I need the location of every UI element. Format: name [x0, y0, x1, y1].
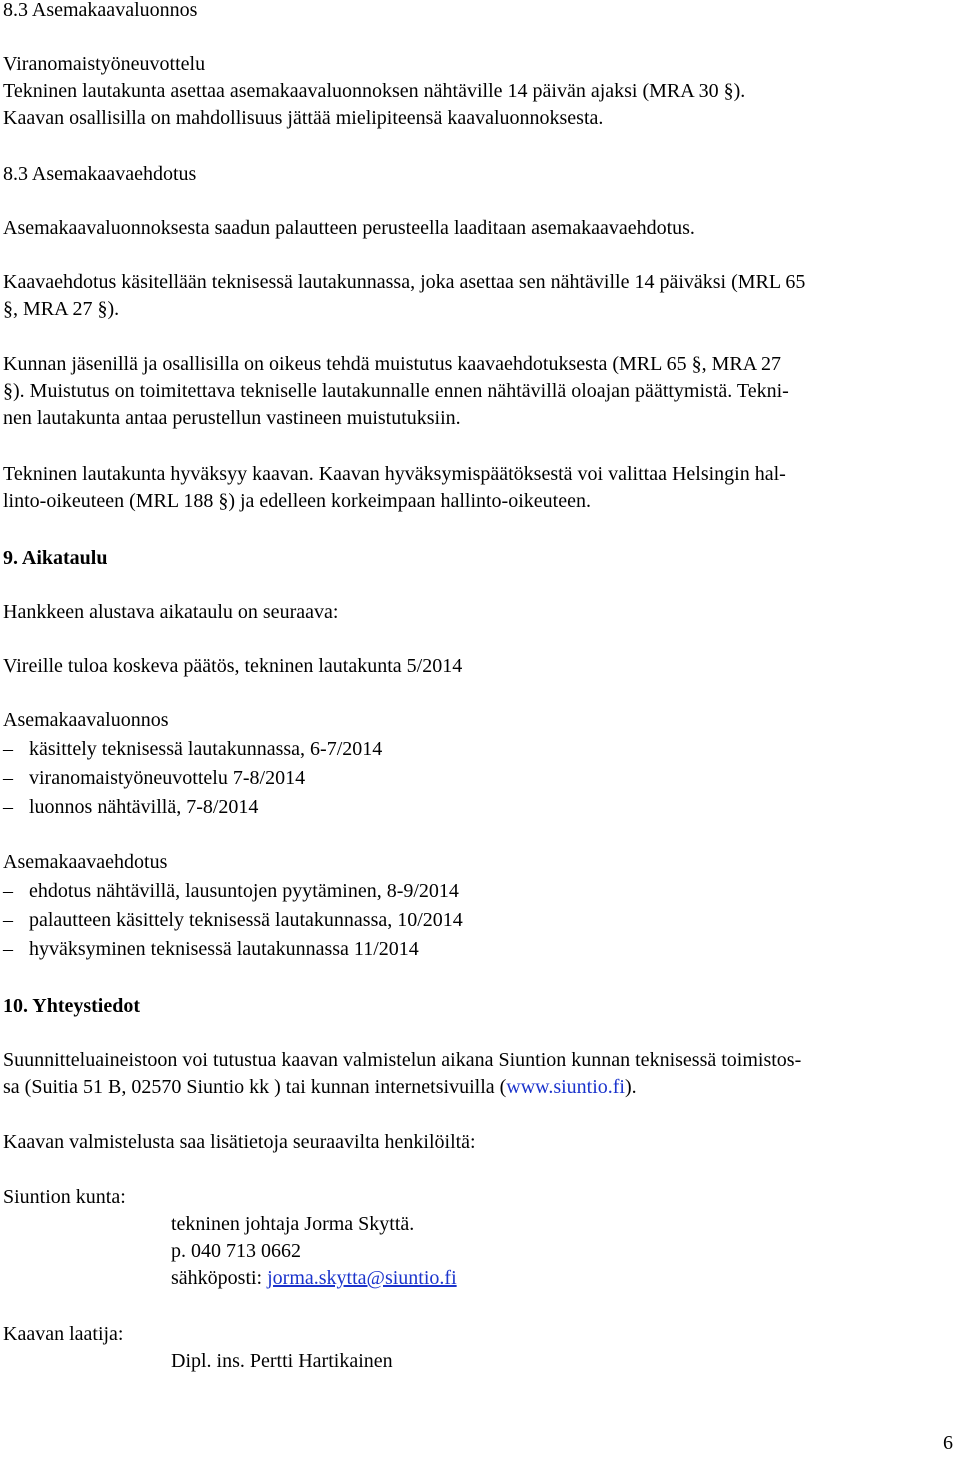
section-heading-yhteystiedot: 10. Yhteystiedot	[3, 995, 141, 1017]
paragraph-line: Kaavan valmistelusta saa lisätietoja seuraavilta henkilöiltä:	[3, 1131, 476, 1153]
list-title: Asemakaavaehdotus	[3, 851, 168, 873]
list-item: – palautteen käsittely teknisessä lautakunnassa, 10/2014	[3, 906, 463, 934]
paragraph-line: Vireille tuloa koskeva päätös, tekninen lautakunta 5/2014	[3, 655, 463, 677]
list-title: Asemakaavaluonnos	[3, 709, 169, 731]
paragraph-line: linto-oikeuteen (MRL 188 §) ja edelleen korkeimpaan hallinto-oikeuteen.	[3, 490, 591, 512]
paragraph-line: Suunnitteluaineistoon voi tutustua kaavan valmistelun aikana Siuntion kunnan teknisessä toimistos-	[3, 1049, 802, 1071]
email-link[interactable]: jorma.skytta@siuntio.fi	[267, 1267, 457, 1289]
page-number: 6	[943, 1432, 953, 1454]
list-item: – viranomaistyöneuvottelu 7-8/2014	[3, 764, 305, 792]
dash-bullet: –	[3, 909, 13, 931]
contact-label-municipality: Siuntion kunta:	[3, 1186, 126, 1208]
paragraph-line: Tekninen lautakunta hyväksyy kaavan. Kaavan hyväksymispäätöksestä voi valittaa Helsingin hal-	[3, 463, 786, 485]
list-item: – ehdotus nähtävillä, lausuntojen pyytäminen, 8-9/2014	[3, 877, 459, 905]
paragraph-line: Kaavaehdotus käsitellään teknisessä lautakunnassa, joka asettaa sen nähtäville 14 päiväksi (MRL 65	[3, 271, 806, 293]
author-name: Dipl. ins. Pertti Hartikainen	[171, 1350, 393, 1372]
contact-label-author: Kaavan laatija:	[3, 1323, 124, 1345]
list-item: – hyväksyminen teknisessä lautakunnassa 11/2014	[3, 935, 419, 963]
paragraph-line: Kunnan jäsenillä ja osallisilla on oikeus tehdä muistutus kaavaehdotuksesta (MRL 65 §, MRA 27	[3, 353, 782, 375]
contact-email-line: sähköposti: jorma.skytta@siuntio.fi	[171, 1267, 457, 1289]
paragraph-line: Asemakaavaluonnoksesta saadun palautteen perusteella laaditaan asemakaavaehdotus.	[3, 217, 695, 239]
dash-bullet: –	[3, 938, 13, 960]
dash-bullet: –	[3, 738, 13, 760]
contact-phone: p. 040 713 0662	[171, 1240, 301, 1262]
subheading-viranomaistyoneuvottelu: Viranomaistyöneuvottelu	[3, 53, 206, 75]
paragraph-line: Kaavan osallisilla on mahdollisuus jättää mielipiteensä kaavaluonnoksesta.	[3, 107, 604, 129]
dash-bullet: –	[3, 767, 13, 789]
paragraph-line: §). Muistutus on toimitettava tekniselle lautakunnalle ennen nähtävillä oloajan päättymistä. Tekni-	[3, 380, 789, 402]
contact-name: tekninen johtaja Jorma Skyttä.	[171, 1213, 415, 1235]
website-link[interactable]: www.siuntio.fi	[506, 1076, 625, 1098]
section-heading-8-3-luonnos: 8.3 Asemakaavaluonnos	[3, 0, 198, 21]
list-item: – käsittely teknisessä lautakunnassa, 6-7/2014	[3, 735, 382, 763]
section-heading-8-3-ehdotus: 8.3 Asemakaavaehdotus	[3, 163, 197, 185]
dash-bullet: –	[3, 796, 13, 818]
paragraph-line: Hankkeen alustava aikataulu on seuraava:	[3, 601, 339, 623]
paragraph-line: sa (Suitia 51 B, 02570 Siuntio kk ) tai kunnan internetsivuilla (www.siuntio.fi).	[3, 1076, 637, 1098]
paragraph-line: §, MRA 27 §).	[3, 298, 120, 320]
paragraph-line: Tekninen lautakunta asettaa asemakaavaluonnoksen nähtäville 14 päivän ajaksi (MRA 30 §).	[3, 80, 746, 102]
list-item: – luonnos nähtävillä, 7-8/2014	[3, 793, 258, 821]
section-heading-aikataulu: 9. Aikataulu	[3, 547, 108, 569]
dash-bullet: –	[3, 880, 13, 902]
paragraph-line: nen lautakunta antaa perustellun vastineen muistutuksiin.	[3, 407, 461, 429]
